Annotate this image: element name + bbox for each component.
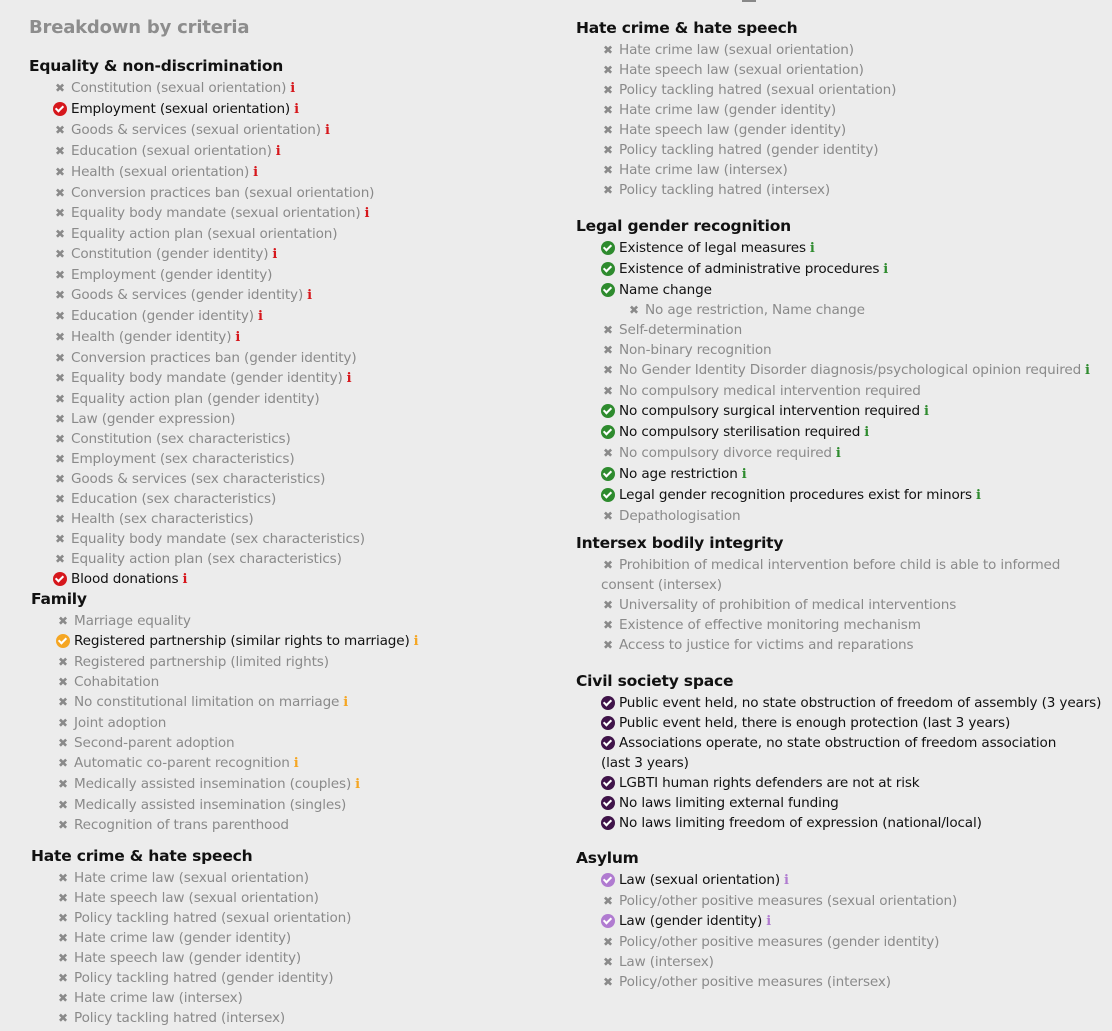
criterion-label: Recognition of trans parenthood: [74, 817, 289, 833]
section-asylum: [576, 846, 1091, 992]
check-circle-icon: [601, 816, 615, 830]
info-icon[interactable]: i: [293, 756, 299, 771]
criterion-item: [56, 988, 546, 1008]
criterion-label: Hate crime law (sexual orientation): [619, 42, 854, 58]
cross-icon: ✖: [58, 991, 68, 1005]
criterion-item: [601, 793, 1091, 813]
criterion-label: No compulsory divorce required: [619, 445, 832, 461]
criterion-item: [53, 348, 544, 368]
criterion-item: [56, 888, 546, 908]
criterion-label: Marriage equality: [74, 613, 191, 629]
criterion-label: No compulsory medical intervention required: [619, 383, 921, 399]
cross-icon: ✖: [55, 412, 65, 426]
criterion-item: [53, 183, 544, 203]
cross-icon: ✖: [58, 971, 68, 985]
cross-icon: ✖: [603, 123, 613, 137]
criterion-label: Access to justice for victims and reparations: [619, 637, 914, 653]
criterion-label: Depathologisation: [619, 508, 741, 524]
cross-icon: ✖: [55, 227, 65, 241]
criterion-label: Goods & services (sexual orientation): [71, 122, 321, 138]
criterion-item: [53, 389, 544, 409]
criterion-item: [56, 652, 546, 672]
criterion-item: [601, 340, 1091, 360]
criterion-label: Hate speech law (gender identity): [619, 122, 846, 138]
criterion-label: Constitution (sexual orientation): [71, 80, 287, 96]
criterion-item: [601, 381, 1091, 401]
criteria-list: [31, 611, 546, 835]
criterion-label: Existence of administrative procedures: [619, 261, 880, 277]
criterion-item: [53, 162, 544, 183]
info-icon[interactable]: i: [883, 262, 889, 277]
check-circle-icon: [601, 488, 615, 502]
criterion-label: No age restriction: [619, 466, 738, 482]
cross-icon: ✖: [58, 911, 68, 925]
criterion-item: [53, 285, 544, 306]
criterion-item: [601, 401, 1091, 422]
cross-icon: ✖: [603, 363, 613, 377]
cross-icon: ✖: [55, 371, 65, 385]
cross-icon: ✖: [603, 935, 613, 949]
criterion-label: Law (gender expression): [71, 411, 236, 427]
criterion-label: Public event held, there is enough protection (last 3 years): [619, 715, 1011, 731]
info-icon[interactable]: i: [835, 446, 841, 461]
cross-icon: ✖: [55, 532, 65, 546]
cross-icon: ✖: [58, 675, 68, 689]
criterion-label: Employment (gender identity): [71, 267, 273, 283]
section-title: Hate crime & hate speech: [576, 19, 798, 37]
criterion-label: Law (sexual orientation): [619, 872, 781, 888]
criterion-item: [601, 180, 1091, 200]
criterion-item: [601, 422, 1091, 443]
check-circle-icon: [601, 914, 615, 928]
info-icon[interactable]: i: [290, 81, 296, 96]
criterion-label: Law (intersex): [619, 954, 714, 970]
check-circle-icon: [56, 634, 70, 648]
criteria-list: [576, 40, 1091, 200]
criterion-item: [601, 140, 1091, 160]
cross-icon: ✖: [58, 614, 68, 628]
info-icon[interactable]: i: [1085, 363, 1090, 378]
cross-icon: ✖: [603, 618, 613, 632]
criterion-item: [601, 693, 1102, 713]
info-icon[interactable]: i: [294, 102, 299, 117]
criterion-item: [53, 509, 544, 529]
criterion-item: [53, 449, 544, 469]
cross-icon: ✖: [603, 103, 613, 117]
check-circle-icon: [601, 283, 615, 297]
criterion-item: [601, 952, 1091, 972]
check-circle-icon: [601, 776, 615, 790]
criterion-item: [56, 631, 546, 652]
section-legal-gender-recognition: [576, 214, 1091, 526]
criterion-item: [601, 320, 1091, 340]
criterion-item: [601, 733, 1081, 773]
cross-icon: ✖: [55, 186, 65, 200]
section-family: [31, 587, 546, 835]
criterion-label: Goods & services (gender identity): [71, 287, 304, 303]
info-icon[interactable]: i: [272, 247, 278, 262]
criterion-label: Blood donations: [71, 571, 179, 587]
criterion-label: Registered partnership (similar rights to marriage): [74, 633, 410, 649]
criterion-item: [56, 692, 546, 713]
criterion-label: Self-determination: [619, 322, 743, 338]
cross-icon: ✖: [55, 452, 65, 466]
criterion-label: Equality body mandate (gender identity): [71, 370, 343, 386]
criterion-label: Conversion practices ban (sexual orientation): [71, 185, 375, 201]
criterion-label: Policy/other positive measures (gender identity): [619, 934, 940, 950]
criterion-label: Policy tackling hatred (sexual orientation): [619, 82, 897, 98]
criterion-label: Hate speech law (sexual orientation): [619, 62, 864, 78]
cross-icon: ✖: [603, 598, 613, 612]
criterion-label: Health (sex characteristics): [71, 511, 254, 527]
criterion-label: No constitutional limitation on marriage: [74, 694, 340, 710]
criterion-item: [53, 306, 544, 327]
cross-icon: ✖: [603, 638, 613, 652]
section-equality-and-non-discrimination: [29, 54, 544, 590]
criterion-item: [601, 615, 1091, 635]
cross-icon: ✖: [55, 81, 65, 95]
criterion-label: Hate crime law (gender identity): [619, 102, 837, 118]
criterion-label: Associations operate, no state obstruction of freedom association (last 3 years): [601, 735, 1057, 771]
criterion-label: LGBTI human rights defenders are not at risk: [619, 775, 920, 791]
criterion-item: [53, 203, 544, 224]
criterion-label: Non-binary recognition: [619, 342, 772, 358]
check-circle-icon: [601, 262, 615, 276]
criterion-item: [53, 409, 544, 429]
criteria-list: [29, 78, 544, 590]
criterion-item: [601, 555, 1081, 595]
criterion-label: Law (gender identity): [619, 913, 763, 929]
criterion-label: Medically assisted insemination (couples): [74, 776, 352, 792]
cross-icon: ✖: [603, 63, 613, 77]
cross-icon: ✖: [58, 951, 68, 965]
criterion-label: Medically assisted insemination (singles): [74, 797, 347, 813]
check-circle-icon: [53, 572, 67, 586]
criterion-item: [601, 160, 1091, 180]
cross-icon: ✖: [55, 268, 65, 282]
criterion-item: [56, 1008, 546, 1028]
criterion-item: [53, 78, 544, 99]
criterion-label: Registered partnership (limited rights): [74, 654, 329, 670]
cross-icon: ✖: [629, 303, 639, 317]
criterion-item: [56, 753, 546, 774]
criterion-label: Hate crime law (sexual orientation): [74, 870, 309, 886]
cross-icon: ✖: [603, 558, 613, 572]
criterion-label: Universality of prohibition of medical interventions: [619, 597, 957, 613]
cross-icon: ✖: [58, 756, 68, 770]
info-icon[interactable]: i: [975, 488, 981, 503]
criterion-label: Existence of legal measures: [619, 240, 806, 256]
criterion-item: [56, 968, 546, 988]
criterion-item: [56, 795, 546, 815]
cross-icon: ✖: [603, 975, 613, 989]
criterion-item: [601, 932, 1091, 952]
info-icon[interactable]: i: [346, 371, 352, 386]
cross-icon: ✖: [55, 288, 65, 302]
criteria-list: [576, 870, 1091, 992]
cross-icon: ✖: [55, 432, 65, 446]
criterion-label: No Gender Identity Disorder diagnosis/psychological opinion required: [619, 362, 1082, 378]
criterion-label: Second-parent adoption: [74, 735, 235, 751]
criteria-list: [576, 238, 1091, 526]
section-civil-society-space: [576, 669, 1102, 833]
criterion-label: Public event held, no state obstruction of freedom of assembly (3 years): [619, 695, 1102, 711]
criterion-item: [56, 672, 546, 692]
criterion-label: No age restriction, Name change: [645, 302, 865, 318]
criterion-label: No compulsory sterilisation required: [619, 424, 861, 440]
cross-icon: ✖: [603, 43, 613, 57]
criterion-item: [601, 80, 1091, 100]
criterion-item: [56, 713, 546, 733]
criterion-item: [601, 713, 1091, 733]
cross-icon: ✖: [58, 777, 68, 791]
criterion-label: Conversion practices ban (gender identity): [71, 350, 357, 366]
section-title: Legal gender recognition: [576, 217, 791, 235]
cross-icon: ✖: [55, 247, 65, 261]
cross-icon: ✖: [603, 143, 613, 157]
criterion-item: [601, 485, 1091, 506]
criterion-item: [601, 972, 1091, 992]
info-icon[interactable]: i: [413, 634, 419, 649]
section-hate-crime-and-hate-speech: [31, 844, 546, 1028]
criterion-item: [601, 360, 1091, 381]
cross-icon: ✖: [603, 183, 613, 197]
criterion-label: Education (sexual orientation): [71, 143, 272, 159]
cross-icon: ✖: [58, 1011, 68, 1025]
criterion-label: Hate crime law (intersex): [619, 162, 788, 178]
criterion-item: [601, 120, 1091, 140]
section-title: Family: [31, 590, 87, 608]
criterion-label: Legal gender recognition procedures exist for minors: [619, 487, 972, 503]
criterion-item: [56, 948, 546, 968]
cross-icon: ✖: [58, 891, 68, 905]
info-icon[interactable]: i: [275, 144, 281, 159]
cross-icon: ✖: [55, 144, 65, 158]
criterion-label: No laws limiting freedom of expression (national/local): [619, 815, 982, 831]
criterion-label: Equality body mandate (sex characteristics): [71, 531, 365, 547]
cross-icon: ✖: [58, 931, 68, 945]
cross-icon: ✖: [603, 163, 613, 177]
criterion-label: Existence of effective monitoring mechanism: [619, 617, 921, 633]
section-title: Equality & non-discrimination: [29, 57, 284, 75]
criterion-item: [601, 40, 1091, 60]
criterion-label: Constitution (sex characteristics): [71, 431, 291, 447]
info-icon[interactable]: i: [864, 425, 870, 440]
cross-icon: ✖: [58, 716, 68, 730]
criterion-label: Policy tackling hatred (gender identity): [619, 142, 879, 158]
criterion-label: Policy tackling hatred (intersex): [619, 182, 831, 198]
criterion-item: [601, 773, 1091, 793]
criterion-label: Health (sexual orientation): [71, 164, 250, 180]
criterion-item: [53, 529, 544, 549]
section-title: Civil society space: [576, 672, 734, 690]
cross-icon: ✖: [603, 83, 613, 97]
criterion-label: Cohabitation: [74, 674, 160, 690]
criterion-item: [53, 549, 544, 569]
cross-icon: ✖: [55, 492, 65, 506]
criterion-label: Automatic co-parent recognition: [74, 755, 290, 771]
criterion-item: [53, 489, 544, 509]
criterion-item: [601, 911, 1091, 932]
check-circle-icon: [601, 241, 615, 255]
cross-icon: ✖: [55, 512, 65, 526]
criterion-label: Joint adoption: [74, 715, 167, 731]
cross-icon: ✖: [55, 472, 65, 486]
criterion-label: Education (sex characteristics): [71, 491, 277, 507]
cross-icon: ✖: [55, 309, 65, 323]
criterion-label: Hate speech law (sexual orientation): [74, 890, 319, 906]
criterion-label: Health (gender identity): [71, 329, 232, 345]
cross-icon: ✖: [58, 655, 68, 669]
cross-icon: ✖: [55, 165, 65, 179]
check-circle-icon: [601, 873, 615, 887]
criterion-item: [601, 238, 1091, 259]
cross-icon: ✖: [55, 123, 65, 137]
criterion-label: No compulsory surgical intervention required: [619, 403, 920, 419]
criterion-item: [53, 469, 544, 489]
info-icon[interactable]: i: [809, 241, 815, 256]
criterion-label: Hate crime law (intersex): [74, 990, 243, 1006]
cross-icon: ✖: [603, 894, 613, 908]
criterion-label: Prohibition of medical intervention before child is able to informed consent (intersex): [601, 557, 1061, 593]
criterion-item: [601, 100, 1091, 120]
criterion-item: [627, 300, 1091, 320]
criterion-label: Goods & services (sex characteristics): [71, 471, 326, 487]
criterion-label: Policy tackling hatred (gender identity): [74, 970, 334, 986]
cross-icon: ✖: [55, 552, 65, 566]
criterion-item: [53, 99, 544, 120]
cross-icon: ✖: [55, 206, 65, 220]
criterion-item: [56, 611, 546, 631]
criterion-label: Equality action plan (sex characteristics): [71, 551, 342, 567]
criterion-item: [601, 259, 1091, 280]
check-circle-icon: [601, 736, 615, 750]
criterion-label: Equality body mandate (sexual orientation): [71, 205, 361, 221]
criterion-label: Employment (sex characteristics): [71, 451, 295, 467]
criterion-item: [53, 265, 544, 285]
info-icon[interactable]: i: [924, 404, 929, 419]
criterion-item: [601, 870, 1091, 891]
criterion-label: Policy/other positive measures (sexual orientation): [619, 893, 958, 909]
check-circle-icon: [601, 467, 615, 481]
info-icon[interactable]: i: [355, 777, 360, 792]
check-circle-icon: [601, 696, 615, 710]
criterion-item: [601, 280, 1091, 300]
section-intersex-bodily-integrity: [576, 531, 1091, 655]
criterion-label: Name change: [619, 282, 712, 298]
cross-icon: ✖: [603, 446, 613, 460]
cross-icon: ✖: [58, 798, 68, 812]
info-icon[interactable]: i: [343, 695, 349, 710]
page-title: Breakdown by criteria: [29, 17, 250, 38]
criterion-item: [56, 928, 546, 948]
cross-icon: ✖: [58, 695, 68, 709]
info-icon[interactable]: i: [364, 206, 370, 221]
cross-icon: ✖: [603, 343, 613, 357]
info-icon[interactable]: i: [324, 123, 330, 138]
top-divider: [742, 0, 756, 2]
criterion-item: [53, 141, 544, 162]
criterion-item: [601, 891, 1091, 911]
info-icon[interactable]: i: [182, 572, 188, 587]
check-circle-icon: [53, 102, 67, 116]
criterion-label: Equality action plan (gender identity): [71, 391, 320, 407]
check-circle-icon: [601, 716, 615, 730]
info-icon[interactable]: i: [784, 873, 789, 888]
section-title: Intersex bodily integrity: [576, 534, 784, 552]
criterion-item: [601, 443, 1091, 464]
section-title: Asylum: [576, 849, 639, 867]
info-icon[interactable]: i: [253, 165, 258, 180]
criterion-label: Policy/other positive measures (intersex): [619, 974, 891, 990]
info-icon[interactable]: i: [766, 914, 771, 929]
cross-icon: ✖: [603, 323, 613, 337]
criteria-list: [576, 555, 1091, 655]
criterion-item: [53, 224, 544, 244]
criterion-item: [601, 506, 1091, 526]
cross-icon: ✖: [603, 384, 613, 398]
criterion-item: [53, 120, 544, 141]
criterion-item: [56, 815, 546, 835]
cross-icon: ✖: [58, 871, 68, 885]
check-circle-icon: [601, 796, 615, 810]
cross-icon: ✖: [603, 509, 613, 523]
info-icon[interactable]: i: [307, 288, 312, 303]
cross-icon: ✖: [55, 330, 65, 344]
criterion-label: Policy tackling hatred (intersex): [74, 1010, 286, 1026]
criterion-label: Education (gender identity): [71, 308, 254, 324]
criterion-label: Constitution (gender identity): [71, 246, 269, 262]
section-hate-crime-and-hate-speech: [576, 16, 1091, 200]
check-circle-icon: [601, 425, 615, 439]
criterion-item: [53, 327, 544, 348]
criterion-item: [56, 774, 546, 795]
criterion-label: No laws limiting external funding: [619, 795, 839, 811]
criterion-label: Equality action plan (sexual orientation): [71, 226, 338, 242]
cross-icon: ✖: [603, 955, 613, 969]
criterion-item: [601, 635, 1091, 655]
criteria-list: [576, 693, 1102, 833]
section-title: Hate crime & hate speech: [31, 847, 253, 865]
info-icon[interactable]: i: [235, 330, 241, 345]
criterion-label: Policy tackling hatred (sexual orientation): [74, 910, 352, 926]
info-icon[interactable]: i: [741, 467, 747, 482]
check-circle-icon: [601, 404, 615, 418]
criteria-list: [31, 868, 546, 1028]
criterion-item: [53, 429, 544, 449]
criterion-item: [601, 464, 1091, 485]
criterion-item: [56, 908, 546, 928]
criterion-label: Employment (sexual orientation): [71, 101, 291, 117]
info-icon[interactable]: i: [257, 309, 263, 324]
criterion-item: [601, 595, 1091, 615]
criterion-item: [53, 244, 544, 265]
cross-icon: ✖: [55, 392, 65, 406]
cross-icon: ✖: [58, 736, 68, 750]
cross-icon: ✖: [58, 818, 68, 832]
criterion-label: Hate crime law (gender identity): [74, 930, 292, 946]
criterion-item: [601, 813, 1091, 833]
criterion-item: [53, 368, 544, 389]
criterion-label: Hate speech law (gender identity): [74, 950, 301, 966]
cross-icon: ✖: [55, 351, 65, 365]
criterion-item: [56, 733, 546, 753]
criterion-item: [56, 868, 546, 888]
criterion-item: [601, 60, 1091, 80]
